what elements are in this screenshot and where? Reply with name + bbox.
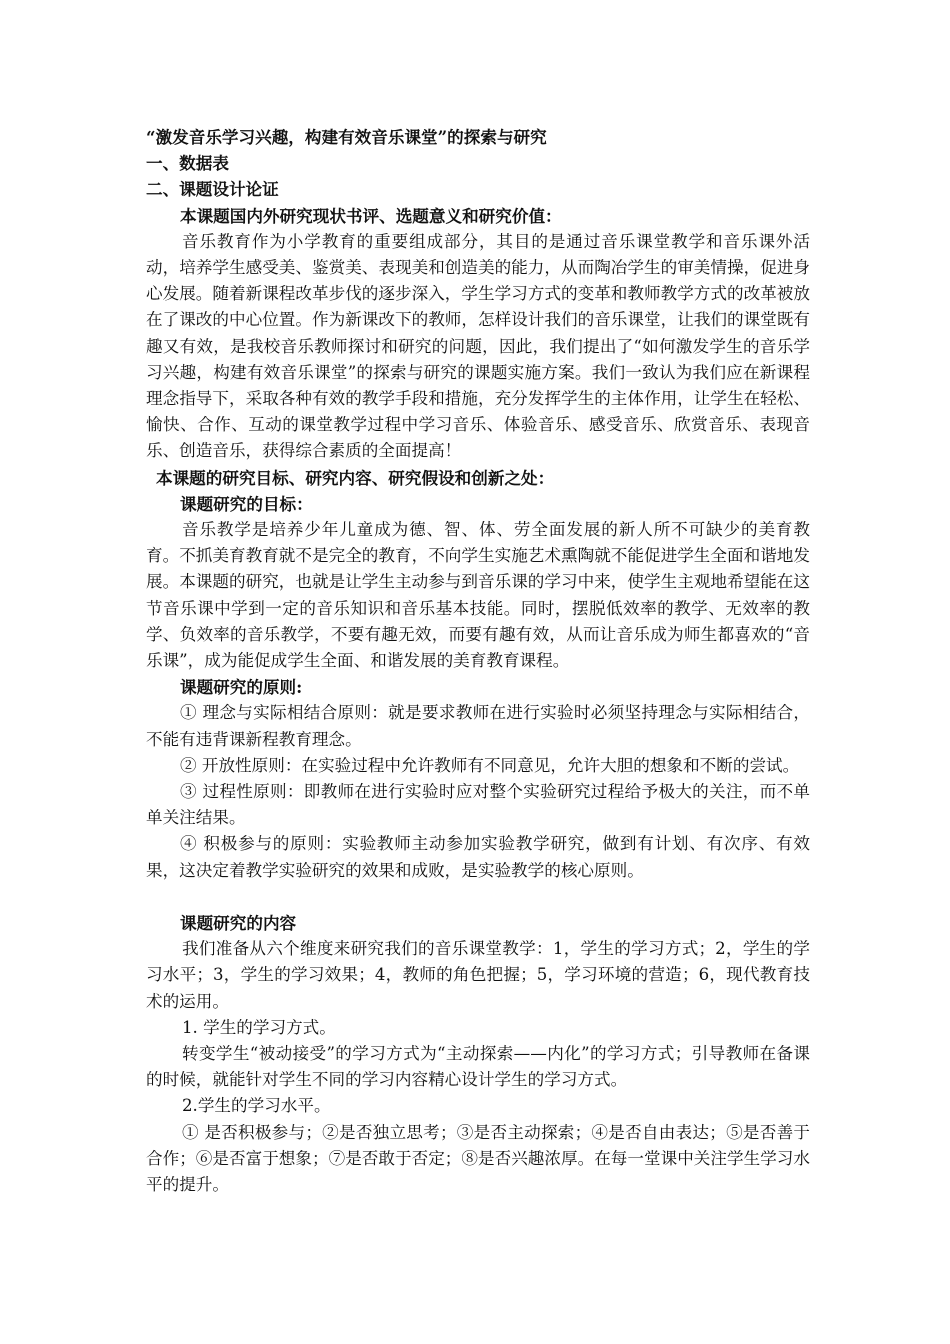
spacer bbox=[146, 884, 810, 910]
section-heading-design: 二、课题设计论证 bbox=[146, 179, 279, 200]
paragraph-goals: 音乐教学是培养少年儿童成为德、智、体、劳全面发展的新人所不可缺少的美育教育。不抓美育教育就不是完全的教育，不向学生实施艺术熏陶就不能促进学生全面和谐地发展。本课题的研究，也就是让学生主动参与到音乐课的学习中来，使学生主观地希望能在这节音乐课中学到一定的音乐知识和音乐基本技能。同时，摆脱低效率的教学、无效率的教学、负效率的音乐教学，不要有趣无效，而要有趣有效，从而让音乐成为师生都喜欢的“音乐课”，成为能促成学生全面、和谐发展的美育教育课程。 bbox=[146, 520, 810, 671]
principle-item: ② 开放性原则：在实验过程中允许教师有不同意见，允许大胆的想象和不断的尝试。 bbox=[180, 755, 800, 775]
item-title: 1. 学生的学习方式。 bbox=[182, 1017, 336, 1037]
label-goals: 课题研究的目标： bbox=[180, 493, 313, 514]
label-principles: 课题研究的原则: bbox=[180, 677, 303, 698]
document-page bbox=[146, 124, 810, 1198]
item-text: 转变学生“被动接受”的学习方式为“主动探索——内化”的学习方式；引导教师在备课的时候，就能针对学生不同的学习内容精心设计学生的学习方式。 bbox=[146, 1043, 810, 1090]
principle-item: ③ 过程性原则：即教师在进行实验时应对整个实验研究过程给予极大的关注，而不单单关注结果。 bbox=[146, 782, 810, 828]
document-title: “激发音乐学习兴趣，构建有效音乐课堂”的探索与研究 bbox=[146, 127, 547, 147]
principle-item: ① 理念与实际相结合原则：就是要求教师在进行实验时必须坚持理念与实际相结合，不能有违背课新程教育理念。 bbox=[146, 703, 810, 749]
principle-item: ④ 积极参与的原则：实验教师主动参加实验教学研究，做到有计划、有次序、有效果，这决定着教学实验研究的效果和成败，是实验教学的核心原则。 bbox=[146, 834, 810, 880]
item-title: 2.学生的学习水平。 bbox=[182, 1096, 331, 1116]
label-content: 课题研究的内容 bbox=[180, 912, 297, 933]
subheading-review: 本课题国内外研究现状书评、选题意义和研究价值： bbox=[180, 205, 562, 226]
paragraph-review: 音乐教育作为小学教育的重要组成部分，其目的是通过音乐课堂教学和音乐课外活动，培养学生感受美、鉴赏美、表现美和创造美的能力，从而陶冶学生的审美情操，促进身心发展。随着新课程改革步伐的逐步深入，学生学习方式的变革和教师教学方式的改革被放在了课改的中心位置。作为新课改下的教师，怎样设计我们的音乐课堂，让我们的课堂既有趣又有效，是我校音乐教师探讨和研究的问题，因此，我们提出了“如何激发学生的音乐学习兴趣，构建有效音乐课堂”的探索与研究的课题实施方案。我们一致认为我们应在新课程理念指导下，采取各种有效的教学手段和措施，充分发挥学生的主体作用，让学生在轻松、愉快、合作、互动的课堂教学过程中学习音乐、体验音乐、感受音乐、欣赏音乐、表现音乐、创造音乐，获得综合素质的全面提高！ bbox=[146, 231, 810, 461]
section-heading-data-table: 一、数据表 bbox=[146, 153, 229, 174]
item-text: ① 是否积极参与；②是否独立思考；③是否主动探索；④是否自由表达；⑤是否善于合作；⑥是否富于想象；⑦是否敢于否定；⑧是否兴趣浓厚。在每一堂课中关注学生学习水平的提升。 bbox=[146, 1122, 810, 1194]
paragraph-content: 我们准备从六个维度来研究我们的音乐课堂教学：1，学生的学习方式；2，学生的学习水平；3，学生的学习效果；4，教师的角色把握；5，学习环境的营造；6，现代教育技术的运用。 bbox=[146, 939, 810, 1011]
subheading-goals-content: 本课题的研究目标、研究内容、研究假设和创新之处： bbox=[156, 467, 555, 488]
